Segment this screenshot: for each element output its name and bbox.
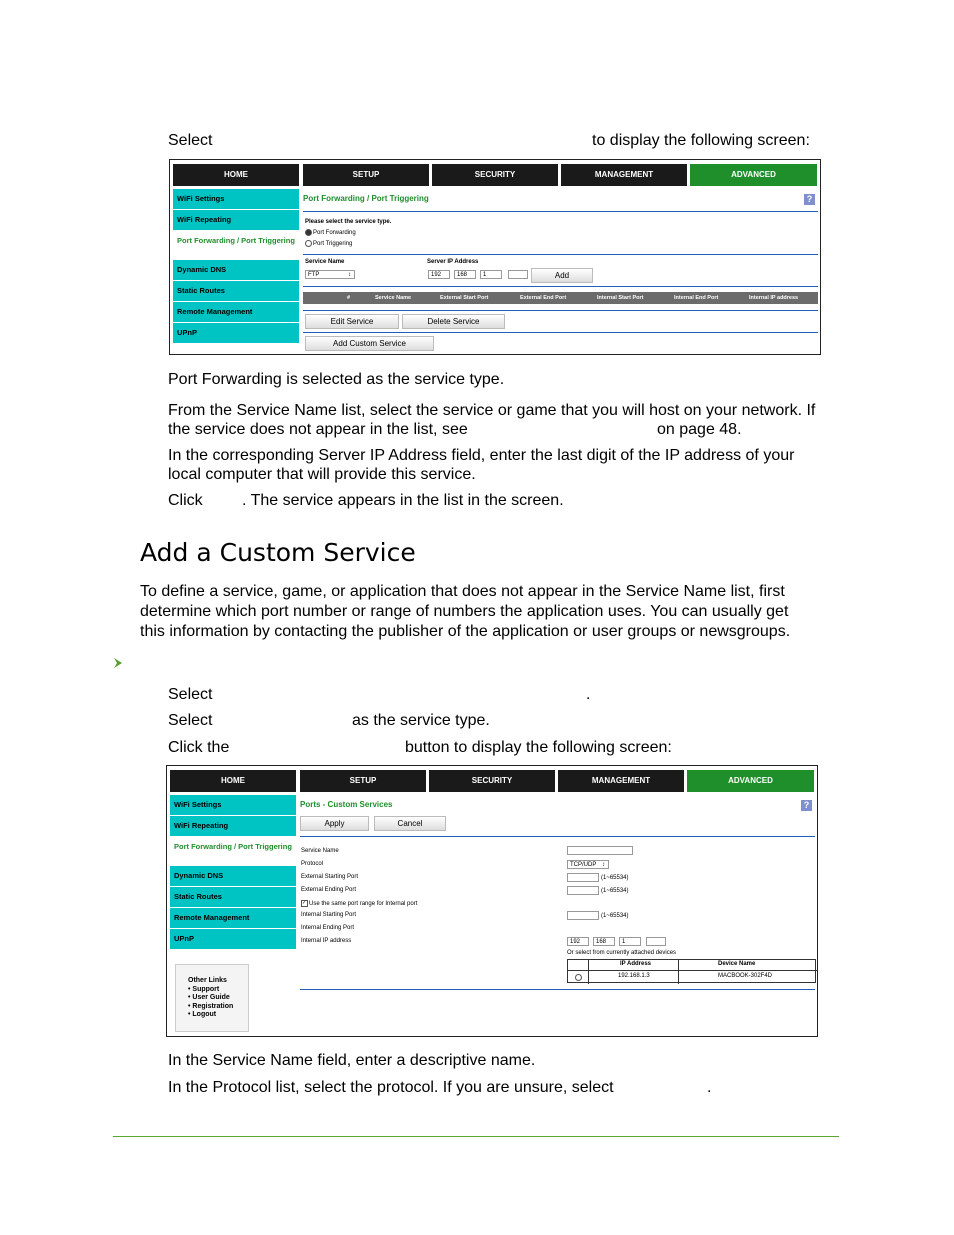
service-name-value: FTP <box>308 272 320 278</box>
internal-start-label: Internal Starting Port <box>301 912 357 918</box>
apply-button[interactable]: Apply <box>300 816 369 831</box>
chevron-down-icon: ↕ <box>348 272 351 278</box>
section-paragraph-line2: determine which port number or range of numbers the application uses. You can usually get <box>140 603 789 620</box>
ip-octet-4[interactable] <box>508 270 528 279</box>
tab-advanced[interactable]: ADVANCED <box>687 770 814 792</box>
step-service-name-line2b: on page 48. <box>657 421 742 438</box>
other-links-title: Other Links <box>188 977 227 984</box>
tab-security[interactable]: SECURITY <box>432 164 558 186</box>
sidebar-item-wifi-repeating[interactable]: WiFi Repeating <box>173 210 299 230</box>
sidebar-item-static-routes[interactable]: Static Routes <box>173 281 299 301</box>
radio-selected-icon <box>305 229 312 236</box>
divider <box>303 254 818 255</box>
external-end-label: External Ending Port <box>301 887 357 893</box>
protocol-value: TCP/UDP <box>570 862 597 868</box>
step2-select-period: . <box>586 686 591 703</box>
cancel-button[interactable]: Cancel <box>374 816 446 831</box>
ip-octet-2[interactable]: 168 <box>454 270 476 279</box>
external-end-range: (1~65534) <box>601 888 629 894</box>
sidebar-item-upnp[interactable]: UPnP <box>173 323 299 343</box>
tab-home[interactable]: HOME <box>170 770 296 792</box>
internal-end-label: Internal Ending Port <box>301 925 355 931</box>
step3-protocol: In the Protocol list, select the protocol. If you are unsure, select <box>168 1079 614 1096</box>
device-radio-icon[interactable] <box>575 974 582 981</box>
ip-octet-4[interactable] <box>646 937 666 946</box>
same-range-label: Use the same port range for Internal port <box>309 901 418 908</box>
same-range-checkbox[interactable] <box>301 900 417 907</box>
tab-management[interactable]: MANAGEMENT <box>558 770 684 792</box>
ip-octet-3[interactable]: 1 <box>480 270 502 279</box>
step3-protocol-period: . <box>707 1079 712 1096</box>
sidebar-item-static-routes[interactable]: Static Routes <box>170 887 296 907</box>
col-internal-end: Internal End Port <box>674 295 719 301</box>
tab-management[interactable]: MANAGEMENT <box>561 164 687 186</box>
radio-empty-icon <box>305 240 312 247</box>
sidebar-item-dynamic-dns[interactable]: Dynamic DNS <box>173 260 299 280</box>
section-paragraph-line3: this information by contacting the publisher of the application or user groups or newsgroups. <box>140 623 791 640</box>
step2-click-suffix: button to display the following screen: <box>405 739 672 756</box>
link-logout[interactable]: • Logout <box>188 1011 217 1018</box>
step-click-result: . The service appears in the list in the screen. <box>242 492 564 509</box>
service-name-select[interactable] <box>305 270 355 279</box>
divider <box>300 989 815 990</box>
device-name: MACBOOK-302F4D <box>718 973 773 979</box>
page-title: Ports - Custom Services <box>300 800 393 809</box>
tab-advanced[interactable]: ADVANCED <box>690 164 817 186</box>
tab-setup[interactable]: SETUP <box>300 770 426 792</box>
divider <box>303 332 818 333</box>
divider <box>303 286 818 287</box>
radio-port-triggering[interactable] <box>305 240 352 247</box>
sidebar-item-upnp[interactable]: UPnP <box>170 929 296 949</box>
radio-port-forwarding[interactable] <box>305 229 356 236</box>
table-row[interactable] <box>568 971 817 983</box>
services-table-header <box>303 292 818 304</box>
external-end-input[interactable] <box>567 886 599 895</box>
col-internal-start: Internal Start Port <box>597 295 644 301</box>
sidebar-item-remote-management[interactable]: Remote Management <box>170 908 296 928</box>
step-service-name-line2a: the service does not appear in the list, see <box>168 421 468 438</box>
step-server-ip-line2: local computer that will provide this service. <box>168 466 476 483</box>
other-links-box <box>175 964 249 1032</box>
step2-select-type-text: Select <box>168 712 213 729</box>
col-number: # <box>347 295 351 301</box>
divider <box>303 211 818 212</box>
internal-start-input[interactable] <box>567 911 599 920</box>
edit-service-button[interactable]: Edit Service <box>305 314 399 329</box>
protocol-select[interactable] <box>567 860 609 869</box>
service-type-label: Please select the service type. <box>305 219 392 225</box>
external-start-label: External Starting Port <box>301 874 359 880</box>
help-icon[interactable]: ? <box>804 194 815 205</box>
ip-octet-1[interactable]: 192 <box>428 270 450 279</box>
sidebar-item-port-forwarding[interactable]: Port Forwarding / Port Triggering <box>170 837 296 865</box>
custom-services-screenshot <box>166 765 818 1037</box>
step3-service-name: In the Service Name field, enter a descriptive name. <box>168 1052 536 1069</box>
intro-display-text: to display the following screen: <box>592 132 810 149</box>
attached-devices-label: Or select from currently attached devices <box>567 950 677 956</box>
service-name-label: Service Name <box>305 259 345 265</box>
chevron-down-icon: ↕ <box>602 862 605 868</box>
col-device-name: Device Name <box>718 961 756 967</box>
service-name-label: Service Name <box>301 848 339 854</box>
ip-octet-1[interactable]: 192 <box>567 937 589 946</box>
step2-select-text: Select <box>168 686 213 703</box>
divider <box>303 310 818 311</box>
ip-octet-2[interactable]: 168 <box>593 937 615 946</box>
add-button[interactable]: Add <box>531 268 593 283</box>
sidebar-item-wifi-settings[interactable]: WiFi Settings <box>170 795 296 815</box>
tab-home[interactable]: HOME <box>173 164 299 186</box>
attached-devices-table <box>567 959 816 983</box>
sidebar-item-wifi-settings[interactable]: WiFi Settings <box>173 189 299 209</box>
tab-security[interactable]: SECURITY <box>429 770 555 792</box>
table-header <box>568 960 817 971</box>
col-ip-address: IP Address <box>620 961 652 967</box>
step2-select-type-suffix: as the service type. <box>352 712 490 729</box>
sidebar-item-port-forwarding[interactable]: Port Forwarding / Port Triggering <box>173 231 299 259</box>
link-user-guide[interactable]: • User Guide <box>188 994 230 1001</box>
radio-forwarding-label: Port Forwarding <box>313 230 356 237</box>
divider <box>300 836 815 837</box>
step-click-text: Click <box>168 492 203 509</box>
footer-rule <box>113 1136 839 1137</box>
service-name-input[interactable] <box>567 846 633 855</box>
intro-select-text: Select <box>168 132 213 149</box>
section-paragraph-line1: To define a service, game, or application that does not appear in the Service Name list, first <box>140 583 785 600</box>
port-forwarding-screenshot <box>169 159 821 355</box>
tab-setup[interactable]: SETUP <box>303 164 429 186</box>
help-icon[interactable]: ? <box>801 800 812 811</box>
section-heading: Add a Custom Service <box>140 538 416 567</box>
sidebar-item-wifi-repeating[interactable]: WiFi Repeating <box>170 816 296 836</box>
arrow-bullet-icon <box>113 657 123 669</box>
col-internal-ip: Internal IP address <box>749 295 799 301</box>
checkbox-checked-icon: ✓ <box>302 900 307 906</box>
page-title: Port Forwarding / Port Triggering <box>303 194 429 203</box>
col-service-name: Service Name <box>375 295 412 301</box>
sidebar-item-remote-management[interactable]: Remote Management <box>173 302 299 322</box>
sidebar-item-dynamic-dns[interactable]: Dynamic DNS <box>170 866 296 886</box>
internal-ip-label: Internal IP address <box>301 938 352 944</box>
step-server-ip-line1: In the corresponding Server IP Address field, enter the last digit of the IP address of your <box>168 447 795 464</box>
link-registration[interactable]: • Registration <box>188 1002 234 1010</box>
protocol-label: Protocol <box>301 861 324 867</box>
internal-start-range: (1~65534) <box>601 913 629 919</box>
step-port-forwarding-selected: Port Forwarding is selected as the service type. <box>168 371 505 388</box>
radio-triggering-label: Port Triggering <box>313 241 353 248</box>
external-start-range: (1~65534) <box>601 875 629 881</box>
add-custom-service-button[interactable]: Add Custom Service <box>305 336 434 351</box>
server-ip-label: Server IP Address <box>427 259 479 265</box>
col-external-start: External Start Port <box>440 295 489 301</box>
ip-octet-3[interactable]: 1 <box>619 937 641 946</box>
device-ip: 192.168.1.3 <box>618 973 650 979</box>
link-support[interactable]: • Support <box>188 985 220 993</box>
step-service-name-line1: From the Service Name list, select the service or game that you will host on your network. If <box>168 402 816 419</box>
step2-click-text: Click the <box>168 739 230 756</box>
delete-service-button[interactable]: Delete Service <box>402 314 505 329</box>
col-external-end: External End Port <box>520 295 567 301</box>
external-start-input[interactable] <box>567 873 599 882</box>
